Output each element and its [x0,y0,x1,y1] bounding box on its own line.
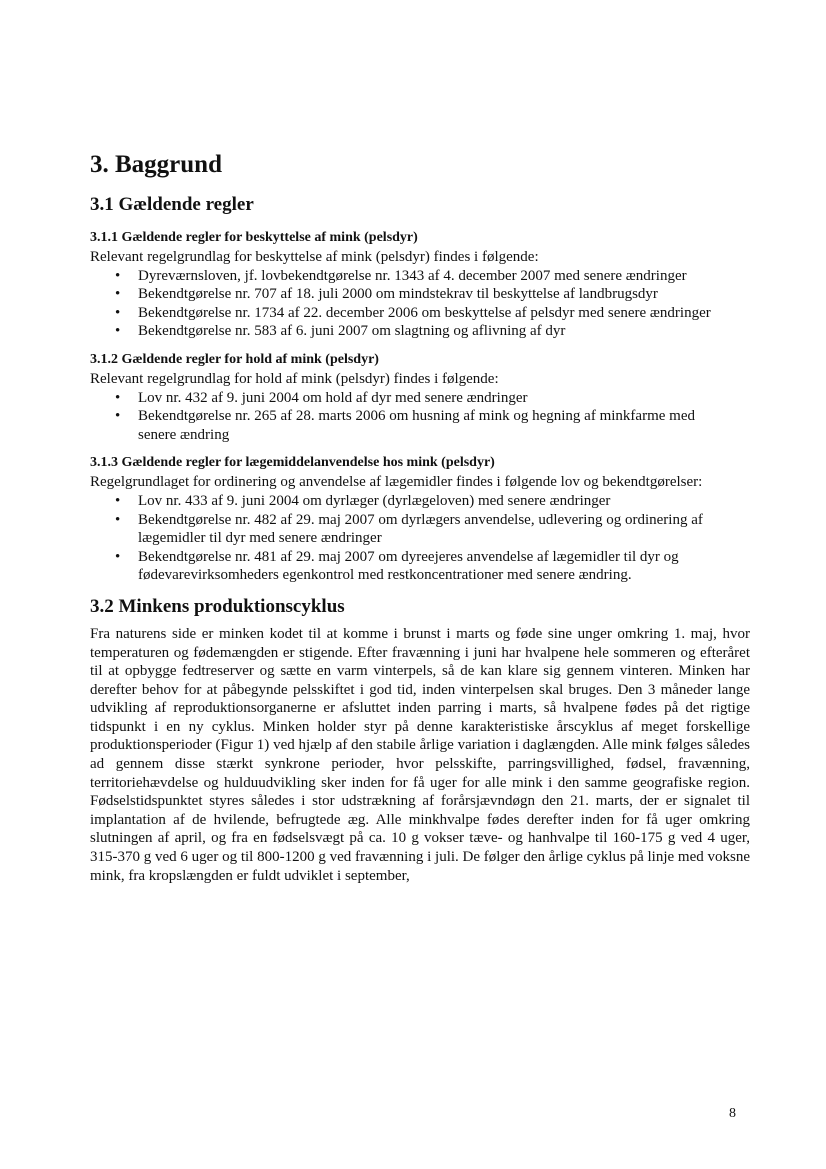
list-item: • Bekendtgørelse nr. 482 af 29. maj 2007 om dyrlægers anvendelse, udlevering og ordinering af lægemidler til dyr med senere ændringer [115,511,703,547]
page-number: 8 [729,1106,736,1121]
list-item: • Lov nr. 432 af 9. juni 2004 om hold af dyr med senere ændringer [115,389,528,406]
section-heading-3-2: 3.2 Minkens produktionscyklus [90,595,345,617]
bullet-icon: • [115,389,121,406]
section-body-3-2: Fra naturens side er minken kodet til at komme i brunst i marts og føde sine unger omkring 1. maj, hvor temperaturen og fødemængden er stigende. Efter fravænning i juni har hvalpene hele sommeren og efteråret til at opbygge fedtreserver og sætte en varm vinterpels, så de kan klare sig gennem vinteren. Minken har derefter behov for at påbegynde pelsskiftet i god tid, inden vinterpelsen skal bruges. Den 3 måneder lange udvikling af reproduktionsorganerne er afsluttet inden parring i marts, så hvalpene fødes på det rigtige tidspunkt i en ny cyklus. Minken holder styr på denne karakteristiske årscyklus af meget forskellige produktionsperioder (Figur 1) ved hjælp af den stabile årlige variation i daglængden. Alle mink følges således ad gennem disse stærkt synkrone perioder, hvor pelsskifte, parringsvillighed, fødsel, fravænning, territoriehævdelse og hulduudvikling sker inden for få uger for alle mink i den samme geografiske region. Fødselstidspunktet styres således i stor udstrækning af forårsjævndøgn den 21. marts, der er signalet til implantation af de hvilende, befrugtede æg. Alle minkhvalpe fødes derefter inden for få uger omkring slutningen af april, og fra en fødselsvægt på ca. 10 g vokser tæve- og hanhvalpe til 160-175 g ved 4 uger, 315-370 g ved 6 uger og til 800-1200 g ved fravænning i juli. De følger den årlige cyklus på linje med voksne mink, fra kropslængden er fuldt udviklet i september, [90,625,750,884]
list-item: • Bekendtgørelse nr. 583 af 6. juni 2007 om slagtning og aflivning af dyr [115,323,566,340]
subsection-heading-3-1-3: 3.1.3 Gældende regler for lægemiddelanvendelse hos mink (pelsdyr) [90,455,495,471]
bullet-icon: • [115,492,121,509]
section-heading-3-1: 3.1 Gældende regler [90,194,254,215]
bullet-list-3-1-3 [90,492,750,585]
list-item: • Lov nr. 433 af 9. juni 2004 om dyrlæger (dyrlægeloven) med senere ændringer [115,492,611,509]
bullet-list-3-1-1 [90,267,750,341]
subsection-intro-3-1-2: Relevant regelgrundlag for hold af mink (pelsdyr) findes i følgende: [90,370,499,387]
subsection-3-1-1 [90,229,750,341]
list-item: • Bekendtgørelse nr. 1734 af 22. december 2006 om beskyttelse af pelsdyr med senere ændringer [115,304,711,321]
chapter-heading: 3. Baggrund [90,151,222,178]
list-item: • Bekendtgørelse nr. 707 af 18. juli 2000 om mindstekrav til beskyttelse af landbrugsdyr [115,286,658,303]
bullet-list-3-1-2 [90,389,750,445]
subsection-heading-3-1-2: 3.1.2 Gældende regler for hold af mink (pelsdyr) [90,351,379,367]
subsection-intro-3-1-3: Regelgrundlaget for ordinering og anvendelse af lægemidler findes i følgende lov og bekendtgørelser: [90,474,703,491]
bullet-icon: • [115,286,121,303]
subsection-3-1-2 [90,351,750,444]
list-item: • Bekendtgørelse nr. 265 af 28. marts 2006 om husning af mink og hegning af minkfarme med senere ændring [115,408,695,443]
subsection-heading-3-1-1: 3.1.1 Gældende regler for beskyttelse af mink (pelsdyr) [90,230,418,245]
subsection-intro-3-1-1: Relevant regelgrundlag for beskyttelse af mink (pelsdyr) findes i følgende: [90,249,539,265]
bullet-icon: • [115,548,121,565]
list-item: • Bekendtgørelse nr. 481 af 29. maj 2007 om dyreejeres anvendelse af lægemidler til dyr og fødevarevirksomheders egenkontrol med restkoncentrationer med senere ændring. [115,548,679,584]
document-page [90,150,750,885]
bullet-icon: • [115,511,121,528]
bullet-icon: • [115,323,121,340]
bullet-icon: • [115,267,121,284]
bullet-icon: • [115,304,121,321]
bullet-icon: • [115,408,121,425]
subsection-3-1-3 [90,454,750,585]
list-item: • Dyreværnsloven, jf. lovbekendtgørelse nr. 1343 af 4. december 2007 med senere ændringer [115,267,687,284]
